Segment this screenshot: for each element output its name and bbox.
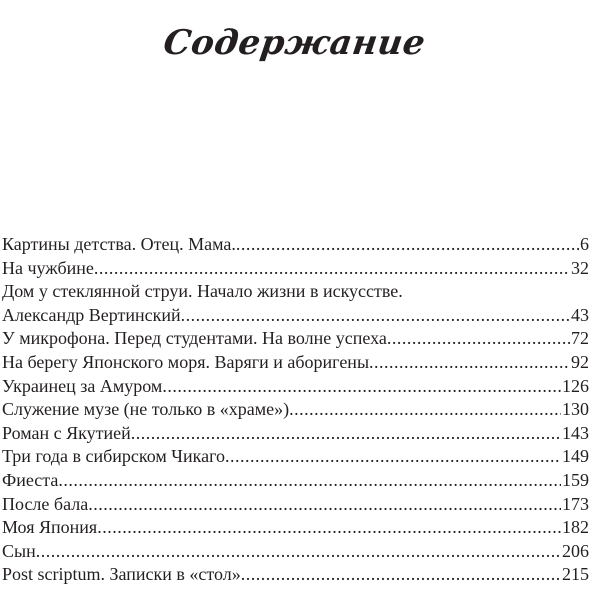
dot-leader <box>369 351 570 375</box>
toc-entry-title: Дом у стеклянной струи. Начало жизни в искусстве. <box>2 281 403 302</box>
toc-entry <box>2 327 589 351</box>
dot-leader <box>241 563 561 587</box>
toc-page-number: 32 <box>571 257 589 278</box>
toc-page-number: 206 <box>562 540 589 561</box>
dot-leader <box>225 445 561 469</box>
dot-leader <box>94 257 570 281</box>
dot-leader <box>88 493 561 517</box>
toc-page-number: 130 <box>562 399 589 420</box>
dot-leader <box>289 398 561 422</box>
dot-leader <box>181 304 570 328</box>
toc-entry-title: Роман с Якутией <box>2 422 131 443</box>
toc-entry <box>2 304 589 328</box>
toc-page-number: 143 <box>562 422 589 443</box>
toc-entry <box>2 540 589 564</box>
toc-entry <box>2 422 589 446</box>
dot-leader <box>97 516 561 540</box>
toc-entry <box>2 257 589 281</box>
toc-entry-title: Украинец за Амуром <box>2 375 163 396</box>
dot-leader <box>162 375 561 399</box>
toc-entry-title: Три года в сибирском Чикаго <box>2 446 226 467</box>
toc-entry <box>2 351 589 375</box>
dot-leader <box>131 422 561 446</box>
dot-leader <box>36 540 561 564</box>
toc-entry <box>2 469 589 493</box>
toc-entry-title: Фиеста <box>2 469 59 490</box>
toc-entry-title: Post scriptum. Записки в «стол» <box>2 564 241 585</box>
dot-leader <box>58 469 561 493</box>
toc-entry <box>2 445 589 469</box>
toc-entry-title: У микрофона. Перед студентами. На волне успеха <box>2 328 387 349</box>
toc-page-number: 72 <box>571 328 589 349</box>
toc-page-number: 43 <box>571 304 589 325</box>
toc-page-number: 149 <box>562 446 589 467</box>
toc-page-number: 126 <box>562 375 589 396</box>
dot-leader <box>236 233 579 257</box>
toc-entry-title: Моя Япония <box>2 517 98 538</box>
toc-entry-title: Сын <box>2 540 36 561</box>
toc-page-number: 182 <box>562 517 589 538</box>
toc-page-number: 6 <box>580 234 589 254</box>
toc-entry <box>2 233 589 257</box>
toc-entry <box>2 375 589 399</box>
toc-entry-title: Служение музе (не только в «храме») <box>2 399 290 420</box>
page-title: Содержание <box>161 22 428 63</box>
dot-leader <box>387 327 570 351</box>
toc-entry-title: После бала <box>2 493 89 514</box>
table-of-contents <box>2 233 589 587</box>
toc-entry <box>2 398 589 422</box>
toc-entry-title: На чужбине <box>2 257 94 278</box>
toc-entry <box>2 516 589 540</box>
toc-entry-title: На берегу Японского моря. Варяги и аборигены <box>2 351 370 372</box>
toc-page-number: 92 <box>571 351 589 372</box>
toc-entry <box>2 563 589 587</box>
toc-entry-title: Картины детства. Отец. Мама. <box>2 234 236 254</box>
toc-entry-title: Александр Вертинский <box>2 304 181 325</box>
toc-page-number: 159 <box>562 469 589 490</box>
toc-page-number: 215 <box>562 564 589 585</box>
toc-page-number: 173 <box>562 493 589 514</box>
toc-entry-heading-line <box>2 280 589 304</box>
toc-entry <box>2 493 589 517</box>
